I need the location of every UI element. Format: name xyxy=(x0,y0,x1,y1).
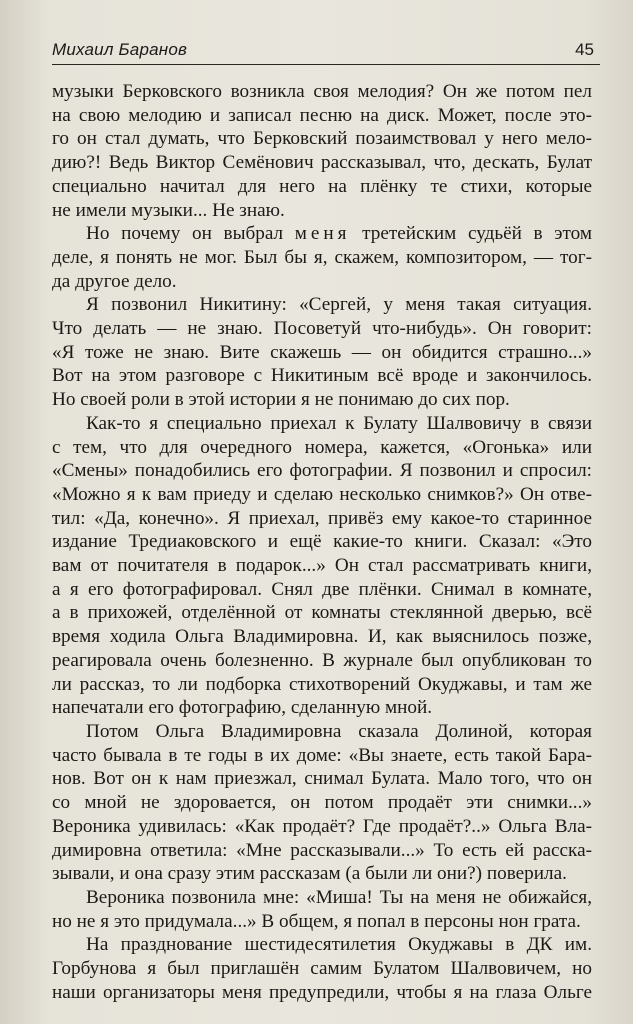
text-line: напечатали его фотографию, сделанную мной. xyxy=(52,697,433,719)
text-line: димировна ответила: «Мне рассказывали...» То есть ей расска- xyxy=(52,839,592,861)
text-line: тил: «Да, конечно». Я приехал, привёз ему какое-то старинное xyxy=(52,507,592,529)
text-line: на свою мелодию и записал песню на диск. Может, после это- xyxy=(52,104,592,126)
running-head-author: Михаил Баранов xyxy=(52,40,188,59)
text-line: наши организаторы меня предупредили, чтобы я на глаза Ольге xyxy=(52,981,592,1003)
text-line: вам от почитателя в подарок...» Он стал рассматривать книги, xyxy=(52,555,592,577)
text-line: дию?! Ведь Виктор Семёнович рассказывал, что, дескать, Булат xyxy=(52,152,592,174)
text-line: да другое дело. xyxy=(52,270,177,292)
text-fragment: третейским судьёй в этом xyxy=(350,223,592,245)
text-line: зывали, и она сразу этим рассказам (а были ли они?) поверила. xyxy=(52,863,567,885)
text-line: Что делать — не знаю. Посоветуй что-нибудь». Он говорит: xyxy=(52,318,592,340)
running-head xyxy=(52,34,598,62)
text-line: не имели музыки... Не знаю. xyxy=(52,199,285,221)
text-line: Вероника удивилась: «Как продаёт? Где продаёт?..» Ольга Вла- xyxy=(52,815,592,837)
text-line: деле, я понять не мог. Был бы я, скажем, композитором, — тог- xyxy=(52,246,592,268)
page-number: 45 xyxy=(575,40,594,59)
text-line: Но своей роли в этой истории я не понимаю до сих пор. xyxy=(52,389,510,411)
text-line: «Я тоже не знаю. Вите скажешь — он обидится страшно...» xyxy=(52,341,592,363)
text-line: с тем, что для очередного номера, кажется, «Огонька» или xyxy=(52,436,592,458)
text-line: го он стал думать, что Берковский позаимствовал у него мело- xyxy=(52,128,592,150)
text-line: Вероника позвонила мне: «Миша! Ты на меня не обижайся, xyxy=(86,886,592,908)
body-text xyxy=(52,80,592,1004)
text-line: Как-то я специально приехал к Булату Шалвовичу в связи xyxy=(86,412,592,434)
header-rule xyxy=(52,64,600,65)
text-line xyxy=(52,222,592,246)
text-line: но не я это придумала...» В общем, я попал в персоны нон грата. xyxy=(52,910,581,932)
text-line: «Смены» понадобились его фотографии. Я позвонил и спросил: xyxy=(52,460,592,482)
text-line: издание Тредиаковского и ещё какие-то книги. Сказал: «Это xyxy=(52,531,592,553)
text-line: а я его фотографировал. Снял две плёнки. Снимал в комнате, xyxy=(52,578,592,600)
text-line: Я позвонил Никитину: «Сергей, у меня такая ситуация. xyxy=(86,294,592,316)
text-line: Вот на этом разговоре с Никитиным всё вроде и закончилось. xyxy=(52,365,592,387)
text-line: нов. Вот он к нам приезжал, снимал Булата. Мало того, что он xyxy=(52,768,592,790)
text-line: ли рассказ, то ли подборка стихотворений Окуджавы, и там же xyxy=(52,673,592,695)
text-line: Потом Ольга Владимировна сказала Долиной, которая xyxy=(86,720,592,742)
text-line: время ходила Ольга Владимировна. И, как выяснилось позже, xyxy=(52,626,592,648)
text-line: Горбунова я был приглашён самим Булатом Шалвовичем, но xyxy=(52,958,592,980)
text-line: часто бывала в те годы в их доме: «Вы знаете, есть такой Бара- xyxy=(52,744,592,766)
text-line: а в прихожей, отделённой от комнаты стеклянной дверью, всё xyxy=(52,602,592,624)
spaced-emphasis: меня xyxy=(294,223,351,245)
text-line: специально начитал для него на плёнку те стихи, которые xyxy=(52,175,592,197)
text-line: реагировала очень болезненно. В журнале был опубликован то xyxy=(52,649,592,671)
text-line: На празднование шестидесятилетия Окуджавы в ДК им. xyxy=(86,934,592,956)
text-line: со мной не здоровается, он потом продаёт эти снимки...» xyxy=(52,792,592,814)
text-fragment: Но почему он выбрал xyxy=(86,223,295,245)
text-line: музыки Берковского возникла своя мелодия? Он же потом пел xyxy=(52,81,592,102)
text-line: «Можно я к вам приеду и сделаю несколько снимков?» Он отве- xyxy=(52,483,592,505)
